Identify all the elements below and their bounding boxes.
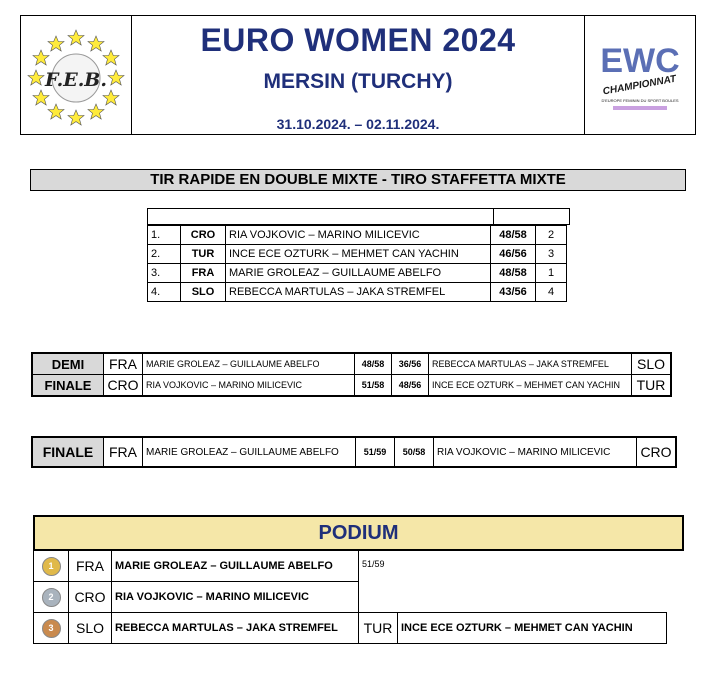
podium-title: PODIUM — [33, 515, 684, 551]
star-circle-icon — [21, 16, 131, 134]
table-row: 3 SLO REBECCA MARTULAS – JAKA STREMFEL TUR INCE ECE OZTURK – MEHMET CAN YACHIN — [34, 613, 667, 644]
silver-medal-icon: 2 — [42, 588, 61, 607]
svg-text:EWC: EWC — [600, 42, 680, 80]
final-table — [31, 436, 677, 468]
feb-logo — [21, 16, 132, 134]
table-row: 2. TUR INCE ECE OZTURK – MEHMET CAN YACHIN 46/56 3 — [148, 245, 567, 264]
event-banner: TIR RAPIDE EN DOUBLE MIXTE - TIRO STAFFETTA MIXTE — [30, 169, 686, 191]
semi-final-table — [31, 352, 672, 397]
table-row: FINALE FRA MARIE GROLEAZ – GUILLAUME ABELFO 51/59 50/58 RIA VOJKOVIC – MARINO MILICEVIC CRO — [32, 437, 676, 467]
final-label: FINALE — [32, 437, 104, 467]
svg-text:D'EUROPE FEMININ DU SPORT BOUL: D'EUROPE FEMININ DU SPORT BOULES — [601, 98, 679, 103]
table-row: 3. FRA MARIE GROLEAZ – GUILLAUME ABELFO 48/58 1 — [148, 264, 567, 283]
ranking-header — [147, 208, 570, 225]
semi-label-bottom: FINALE — [32, 375, 104, 397]
event-dates: 31.10.2024. – 02.11.2024. — [276, 116, 440, 132]
table-row: 1. CRO RIA VOJKOVIC – MARINO MILICEVIC 48/58 2 — [148, 226, 567, 245]
svg-text:CHAMPIONNAT: CHAMPIONNAT — [602, 73, 678, 98]
bronze-medal-icon: 3 — [42, 619, 61, 638]
table-row: 2 CRO RIA VOJKOVIC – MARINO MILICEVIC — [34, 582, 667, 613]
event-location: MERSIN (TURCHY) — [263, 70, 453, 93]
header — [20, 15, 696, 135]
ewc-logo — [584, 16, 695, 134]
gold-medal-icon: 1 — [42, 557, 61, 576]
ranking-table — [147, 225, 567, 302]
event-title: EURO WOMEN 2024 — [200, 22, 516, 58]
table-row: 4. SLO REBECCA MARTULAS – JAKA STREMFEL 43/56 4 — [148, 283, 567, 302]
semi-label-top: DEMI — [32, 353, 104, 375]
table-row: DEMI FRA MARIE GROLEAZ – GUILLAUME ABELFO 48/58 36/56 REBECCA MARTULAS – JAKA STREMFEL SLO — [32, 353, 671, 375]
table-row: 1 FRA MARIE GROLEAZ – GUILLAUME ABELFO 51/59 — [34, 551, 667, 582]
svg-text:F.E.B.: F.E.B. — [45, 69, 107, 91]
podium-table — [33, 550, 667, 644]
table-row: FINALE CRO RIA VOJKOVIC – MARINO MILICEVIC 51/58 48/56 INCE ECE OZTURK – MEHMET CAN YACHIN TUR — [32, 375, 671, 397]
